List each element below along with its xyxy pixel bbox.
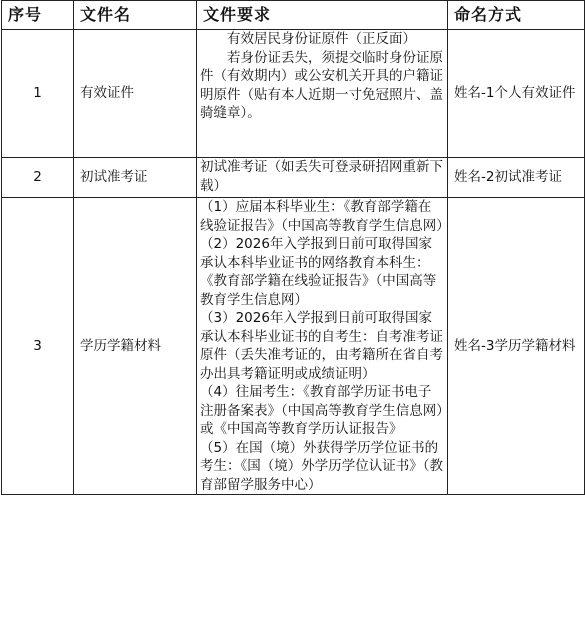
- row-index: 2: [2, 158, 74, 198]
- row-requirements: [197, 30, 448, 158]
- header-file-requirements: 文件要求: [197, 1, 448, 30]
- row-naming: 姓名-3学历学籍材料: [448, 198, 585, 495]
- table-row: [2, 158, 585, 198]
- header-file-name: 文件名: [74, 1, 197, 30]
- header-index: 序号: [2, 1, 74, 30]
- requirement-item: （5）在国（境）外获得学历学位证书的考生：《国（境）外学历学位认证书》（教育部留学服务中心）: [200, 439, 443, 493]
- requirements-table: [1, 0, 585, 495]
- row-file-name: 学历学籍材料: [74, 198, 197, 495]
- requirement-item: 初试准考证（如丢失可登录研招网重新下载）: [200, 159, 443, 194]
- row-naming: 姓名-1个人有效证件: [448, 30, 585, 158]
- row-index: 3: [2, 198, 74, 495]
- requirement-item: （2）2026年入学报到日前可取得国家承认本科毕业证书的网络教育本科生：《教育部学籍在线验证报告》（中国高等教育学生信息网）: [200, 236, 437, 308]
- row-file-name: 初试准考证: [74, 158, 197, 198]
- row-naming: 姓名-2初试准考证: [448, 158, 585, 198]
- row-requirements: [197, 198, 448, 495]
- requirement-item: 若身份证丢失，须提交临时身份证原件（有效期内）或公安机关开具的户籍证明原件（贴有本人近期一寸免冠照片、盖骑缝章）。: [200, 49, 443, 121]
- table-row: [2, 30, 585, 158]
- header-naming-method: 命名方式: [448, 1, 585, 30]
- row-file-name: 有效证件: [74, 30, 197, 158]
- requirement-item: （1）应届本科毕业生：《教育部学籍在线验证报告》（中国高等教育学生信息网）: [200, 199, 450, 234]
- requirement-item: （4）往届考生：《教育部学历证书电子注册备案表》（中国高等教育学生信息网）或《中国高等教育学历认证报告》: [200, 384, 443, 437]
- requirement-item: （3）2026年入学报到日前可取得国家承认本科毕业证书的自考生：自考准考证原件（丢失准考证的，由考籍所在省自考办出具考籍证明或成绩证明）: [200, 310, 443, 382]
- requirement-item: 有效居民身份证原件（正反面）: [227, 31, 416, 47]
- row-index: 1: [2, 30, 74, 158]
- table-row: [2, 198, 585, 495]
- header-row: [2, 1, 585, 30]
- row-requirements: [197, 158, 448, 198]
